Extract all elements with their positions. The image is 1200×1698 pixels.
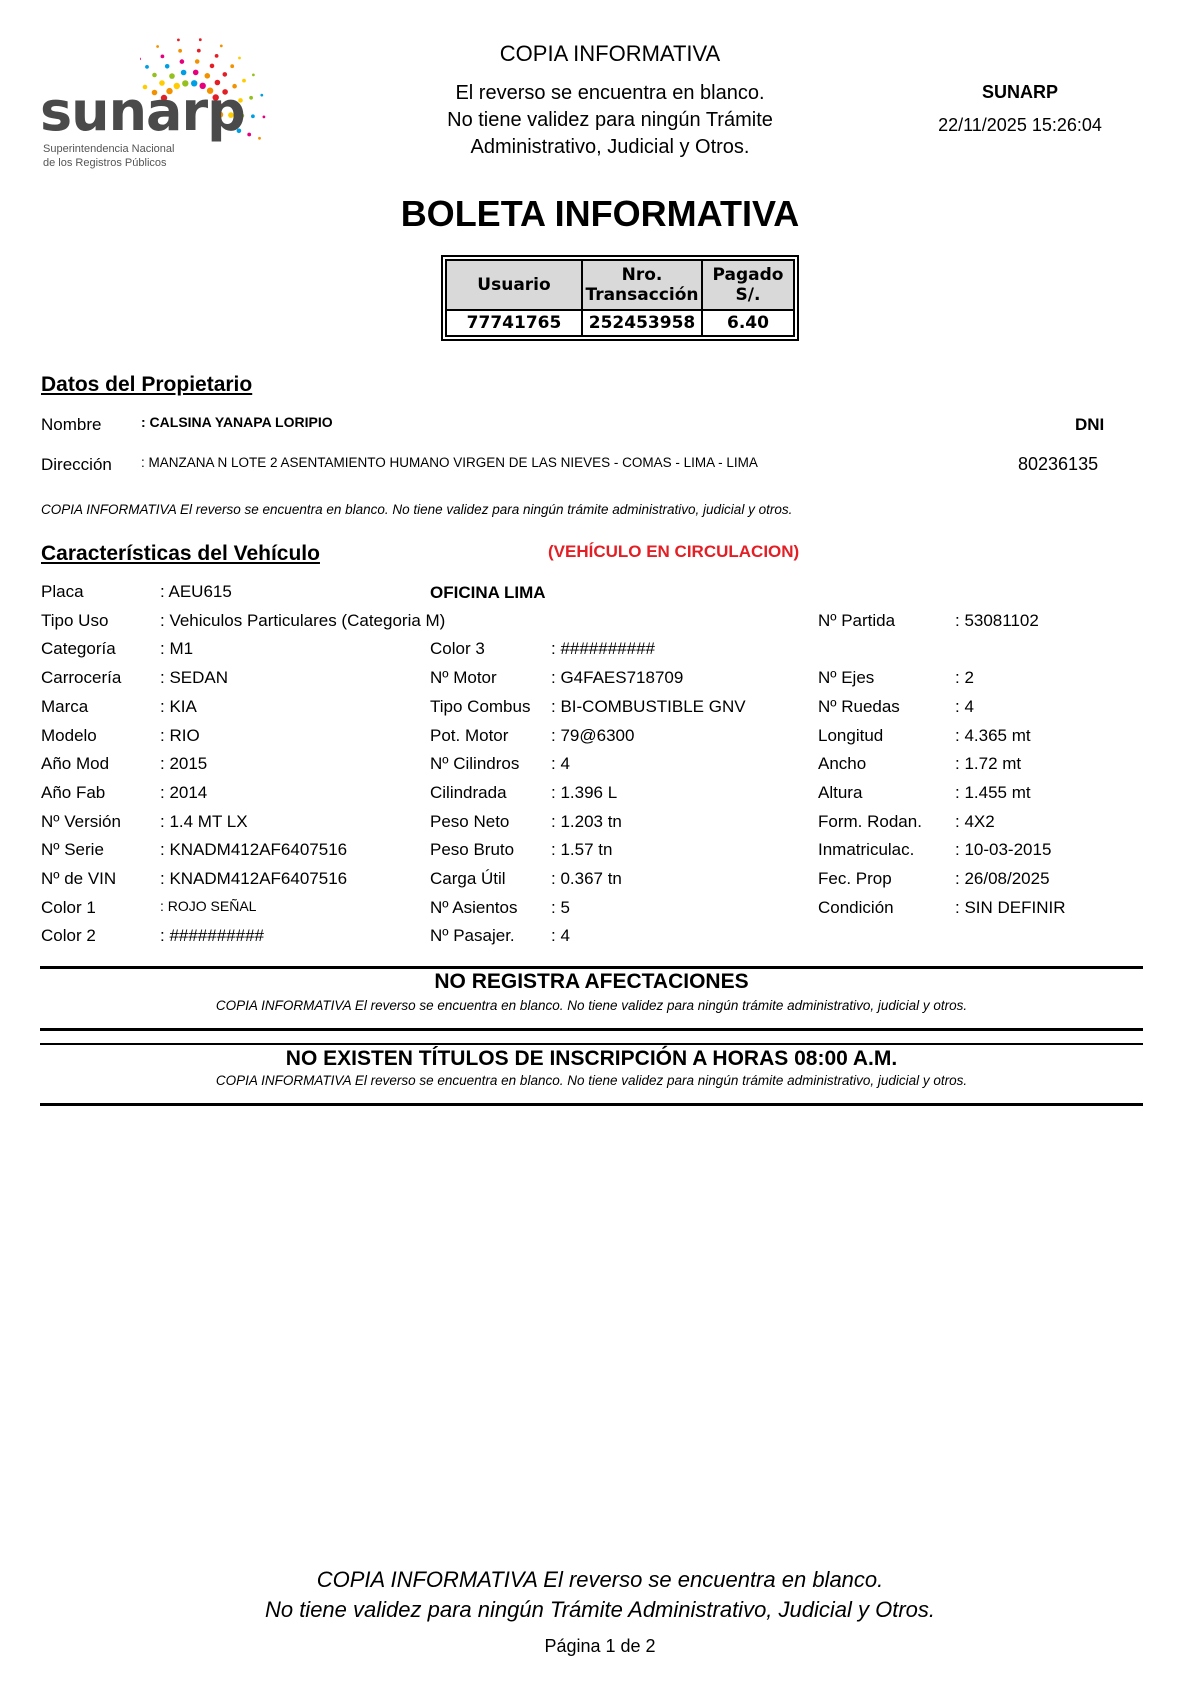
vehicle-field-label: Nº Versión bbox=[41, 811, 121, 831]
vehicle-field-label: Color 3 bbox=[430, 639, 485, 659]
divider bbox=[40, 966, 1143, 969]
vehicle-field-label: Tipo Uso bbox=[41, 610, 109, 630]
vehicle-field-label: Fec. Prop bbox=[818, 869, 892, 888]
header-note-line-3: Administrativo, Judicial y Otros. bbox=[470, 136, 750, 158]
vehicle-field-value: : Vehiculos Particulares (Categoria M) bbox=[160, 610, 446, 630]
vehicle-field-value: : KNADM412AF6407516 bbox=[160, 840, 348, 860]
vehicle-field-label: Nº Partida bbox=[818, 610, 896, 630]
vehicle-field-label: Marca bbox=[41, 696, 89, 716]
vehicle-field-label: Ancho bbox=[818, 754, 867, 774]
vehicle-field-value: : 1.4 MT LX bbox=[160, 811, 248, 831]
vehicle-field-label: Carrocería bbox=[41, 668, 122, 688]
page-title: BOLETA INFORMATIVA bbox=[400, 193, 800, 234]
vehicle-field-label: Color 1 bbox=[41, 897, 96, 917]
banner-afectaciones-note: COPIA INFORMATIVA El reverso se encuentra en blanco. No tiene validez para ningún trámite administrativo, judicial y otros. bbox=[215, 998, 968, 1013]
vehicle-field-value: : 1.57 tn bbox=[551, 840, 613, 860]
footer-line-1: COPIA INFORMATIVA El reverso se encuentra en blanco. bbox=[316, 1567, 884, 1592]
vehicle-section-title: Características del Vehículo bbox=[41, 542, 320, 565]
vehicle-field-label: Cilindrada bbox=[430, 782, 507, 802]
banner-titulos-note: COPIA INFORMATIVA El reverso se encuentra en blanco. No tiene validez para ningún trámite administrativo, judicial y otros. bbox=[215, 1073, 968, 1088]
header-note-line-2: No tiene validez para ningún Trámite bbox=[447, 109, 773, 131]
vehicle-field-value: : AEU615 bbox=[160, 582, 232, 601]
vehicle-field-label: Peso Bruto bbox=[430, 840, 515, 860]
payment-pagado-value: 6.40 bbox=[702, 310, 794, 336]
vehicle-field-value: : 4 bbox=[551, 754, 570, 774]
vehicle-field-label: Placa bbox=[41, 582, 84, 601]
banner-afectaciones-title: NO REGISTRA AFECTACIONES bbox=[434, 970, 749, 993]
owner-address-value: : MANZANA N LOTE 2 ASENTAMIENTO HUMANO VIRGEN DE LAS NIEVES - COMAS - LIMA - LIMA bbox=[141, 455, 758, 470]
vehicle-field-value: : 1.72 mt bbox=[955, 754, 1022, 774]
vehicle-field-label: Form. Rodan. bbox=[818, 811, 922, 831]
vehicle-field-value: : 2014 bbox=[160, 782, 208, 802]
payment-transaccion-value: 252453958 bbox=[582, 310, 702, 336]
vehicle-field-label: Carga Útil bbox=[430, 869, 506, 888]
sunarp-logo bbox=[40, 38, 290, 173]
vehicle-field-label: Nº Ejes bbox=[818, 668, 875, 688]
vehicle-field-value: : SEDAN bbox=[160, 668, 229, 688]
vehicle-field-value: : ########## bbox=[551, 639, 655, 659]
vehicle-field-value: : 4.365 mt bbox=[955, 725, 1031, 745]
vehicle-field-label: Nº Pasajer. bbox=[430, 926, 515, 946]
vehicle-field-value: : KNADM412AF6407516 bbox=[160, 869, 348, 888]
owner-section-title: Datos del Propietario bbox=[41, 373, 253, 396]
vehicle-field-value: : 5 bbox=[551, 897, 570, 917]
vehicle-field-value: : 2 bbox=[955, 668, 974, 688]
vehicle-field-value: : 0.367 tn bbox=[551, 869, 622, 888]
vehicle-field-value: : KIA bbox=[160, 696, 197, 716]
vehicle-field-value: : 1.396 L bbox=[551, 782, 618, 802]
vehicle-field-value: : 4 bbox=[551, 926, 570, 946]
owner-disclaimer: COPIA INFORMATIVA El reverso se encuentra en blanco. No tiene validez para ningún trámite administrativo, judicial y otros. bbox=[41, 502, 793, 517]
vehicle-field-value: : BI-COMBUSTIBLE GNV bbox=[551, 696, 746, 716]
vehicle-field-value: : 1.455 mt bbox=[955, 782, 1031, 802]
vehicle-field-label: Nº Cilindros bbox=[430, 754, 520, 774]
copy-title: COPIA INFORMATIVA bbox=[499, 41, 721, 66]
divider bbox=[40, 1103, 1143, 1106]
logo-subtitle-2: de los Registros Públicos bbox=[43, 157, 167, 169]
vehicle-field-value: : M1 bbox=[160, 639, 194, 659]
vehicle-status: (VEHÍCULO EN CIRCULACION) bbox=[548, 542, 800, 561]
vehicle-field-value: : 53081102 bbox=[955, 610, 1039, 630]
vehicle-field-value: : 10-03-2015 bbox=[955, 840, 1052, 860]
vehicle-field-value: : G4FAES718709 bbox=[551, 668, 684, 688]
vehicle-field-label: Peso Neto bbox=[430, 811, 510, 831]
divider bbox=[40, 1043, 1143, 1045]
vehicle-field-label: Color 2 bbox=[41, 926, 96, 946]
logo-wordmark: sunarp bbox=[40, 80, 245, 143]
vehicle-field-value: : ########## bbox=[160, 926, 264, 946]
logo-subtitle-1: Superintendencia Nacional bbox=[43, 143, 175, 155]
vehicle-field-label: Año Mod bbox=[41, 754, 110, 774]
vehicle-field-label: Nº de VIN bbox=[41, 869, 117, 888]
vehicle-field-value: : 4 bbox=[955, 696, 974, 716]
vehicle-field-label: Año Fab bbox=[41, 782, 106, 802]
vehicle-field-value: : 26/08/2025 bbox=[955, 869, 1050, 888]
payment-header-usuario: Usuario bbox=[446, 260, 582, 310]
vehicle-field-value: : ROJO SEÑAL bbox=[160, 897, 257, 914]
vehicle-field-label: Altura bbox=[818, 782, 863, 802]
header-note bbox=[380, 80, 840, 161]
print-datetime: 22/11/2025 15:26:04 bbox=[938, 115, 1102, 135]
vehicle-field-value: : 1.203 tn bbox=[551, 811, 622, 831]
owner-name-value: : CALSINA YANAPA LORIPIO bbox=[141, 414, 333, 430]
owner-name-label: Nombre bbox=[41, 415, 102, 434]
dni-value: 80236135 bbox=[1018, 454, 1099, 474]
vehicle-office: OFICINA LIMA bbox=[430, 583, 546, 602]
payment-header-pagado: Pagado S/. bbox=[702, 260, 794, 310]
vehicle-field-label: Pot. Motor bbox=[430, 725, 509, 745]
divider bbox=[40, 1028, 1143, 1031]
payment-header-transaccion: Nro. Transacción bbox=[582, 260, 702, 310]
payment-usuario-value: 77741765 bbox=[446, 310, 582, 336]
vehicle-field-value: : 79@6300 bbox=[551, 725, 635, 745]
vehicle-field-value: : RIO bbox=[160, 725, 200, 745]
vehicle-field-value: : 2015 bbox=[160, 754, 208, 774]
vehicle-field-label: Condición bbox=[818, 897, 894, 917]
payment-table bbox=[441, 255, 799, 341]
vehicle-field-label: Categoría bbox=[41, 639, 116, 659]
vehicle-field-label: Modelo bbox=[41, 725, 97, 745]
footer-line-2: No tiene validez para ningún Trámite Administrativo, Judicial y Otros. bbox=[264, 1597, 936, 1622]
vehicle-field-label: Nº Asientos bbox=[430, 897, 518, 917]
banner-titulos-title: NO EXISTEN TÍTULOS DE INSCRIPCIÓN A HORAS 08:00 A.M. bbox=[285, 1047, 898, 1070]
vehicle-field-label: Longitud bbox=[818, 725, 884, 745]
vehicle-field-label: Nº Motor bbox=[430, 668, 497, 688]
page-number: Página 1 de 2 bbox=[544, 1636, 656, 1656]
dni-label: DNI bbox=[1075, 415, 1105, 434]
vehicle-field-value: : SIN DEFINIR bbox=[955, 897, 1066, 917]
vehicle-field-label: Nº Ruedas bbox=[818, 696, 900, 716]
vehicle-field-label: Nº Serie bbox=[41, 840, 104, 860]
vehicle-field-label: Tipo Combus bbox=[430, 696, 531, 716]
vehicle-field-value: : 4X2 bbox=[955, 811, 995, 831]
footer-note bbox=[100, 1565, 1100, 1625]
owner-address-label: Dirección bbox=[41, 455, 112, 474]
vehicle-field-label: Inmatriculac. bbox=[818, 840, 915, 860]
header-note-line-1: El reverso se encuentra en blanco. bbox=[455, 82, 765, 104]
org-name: SUNARP bbox=[981, 82, 1058, 102]
